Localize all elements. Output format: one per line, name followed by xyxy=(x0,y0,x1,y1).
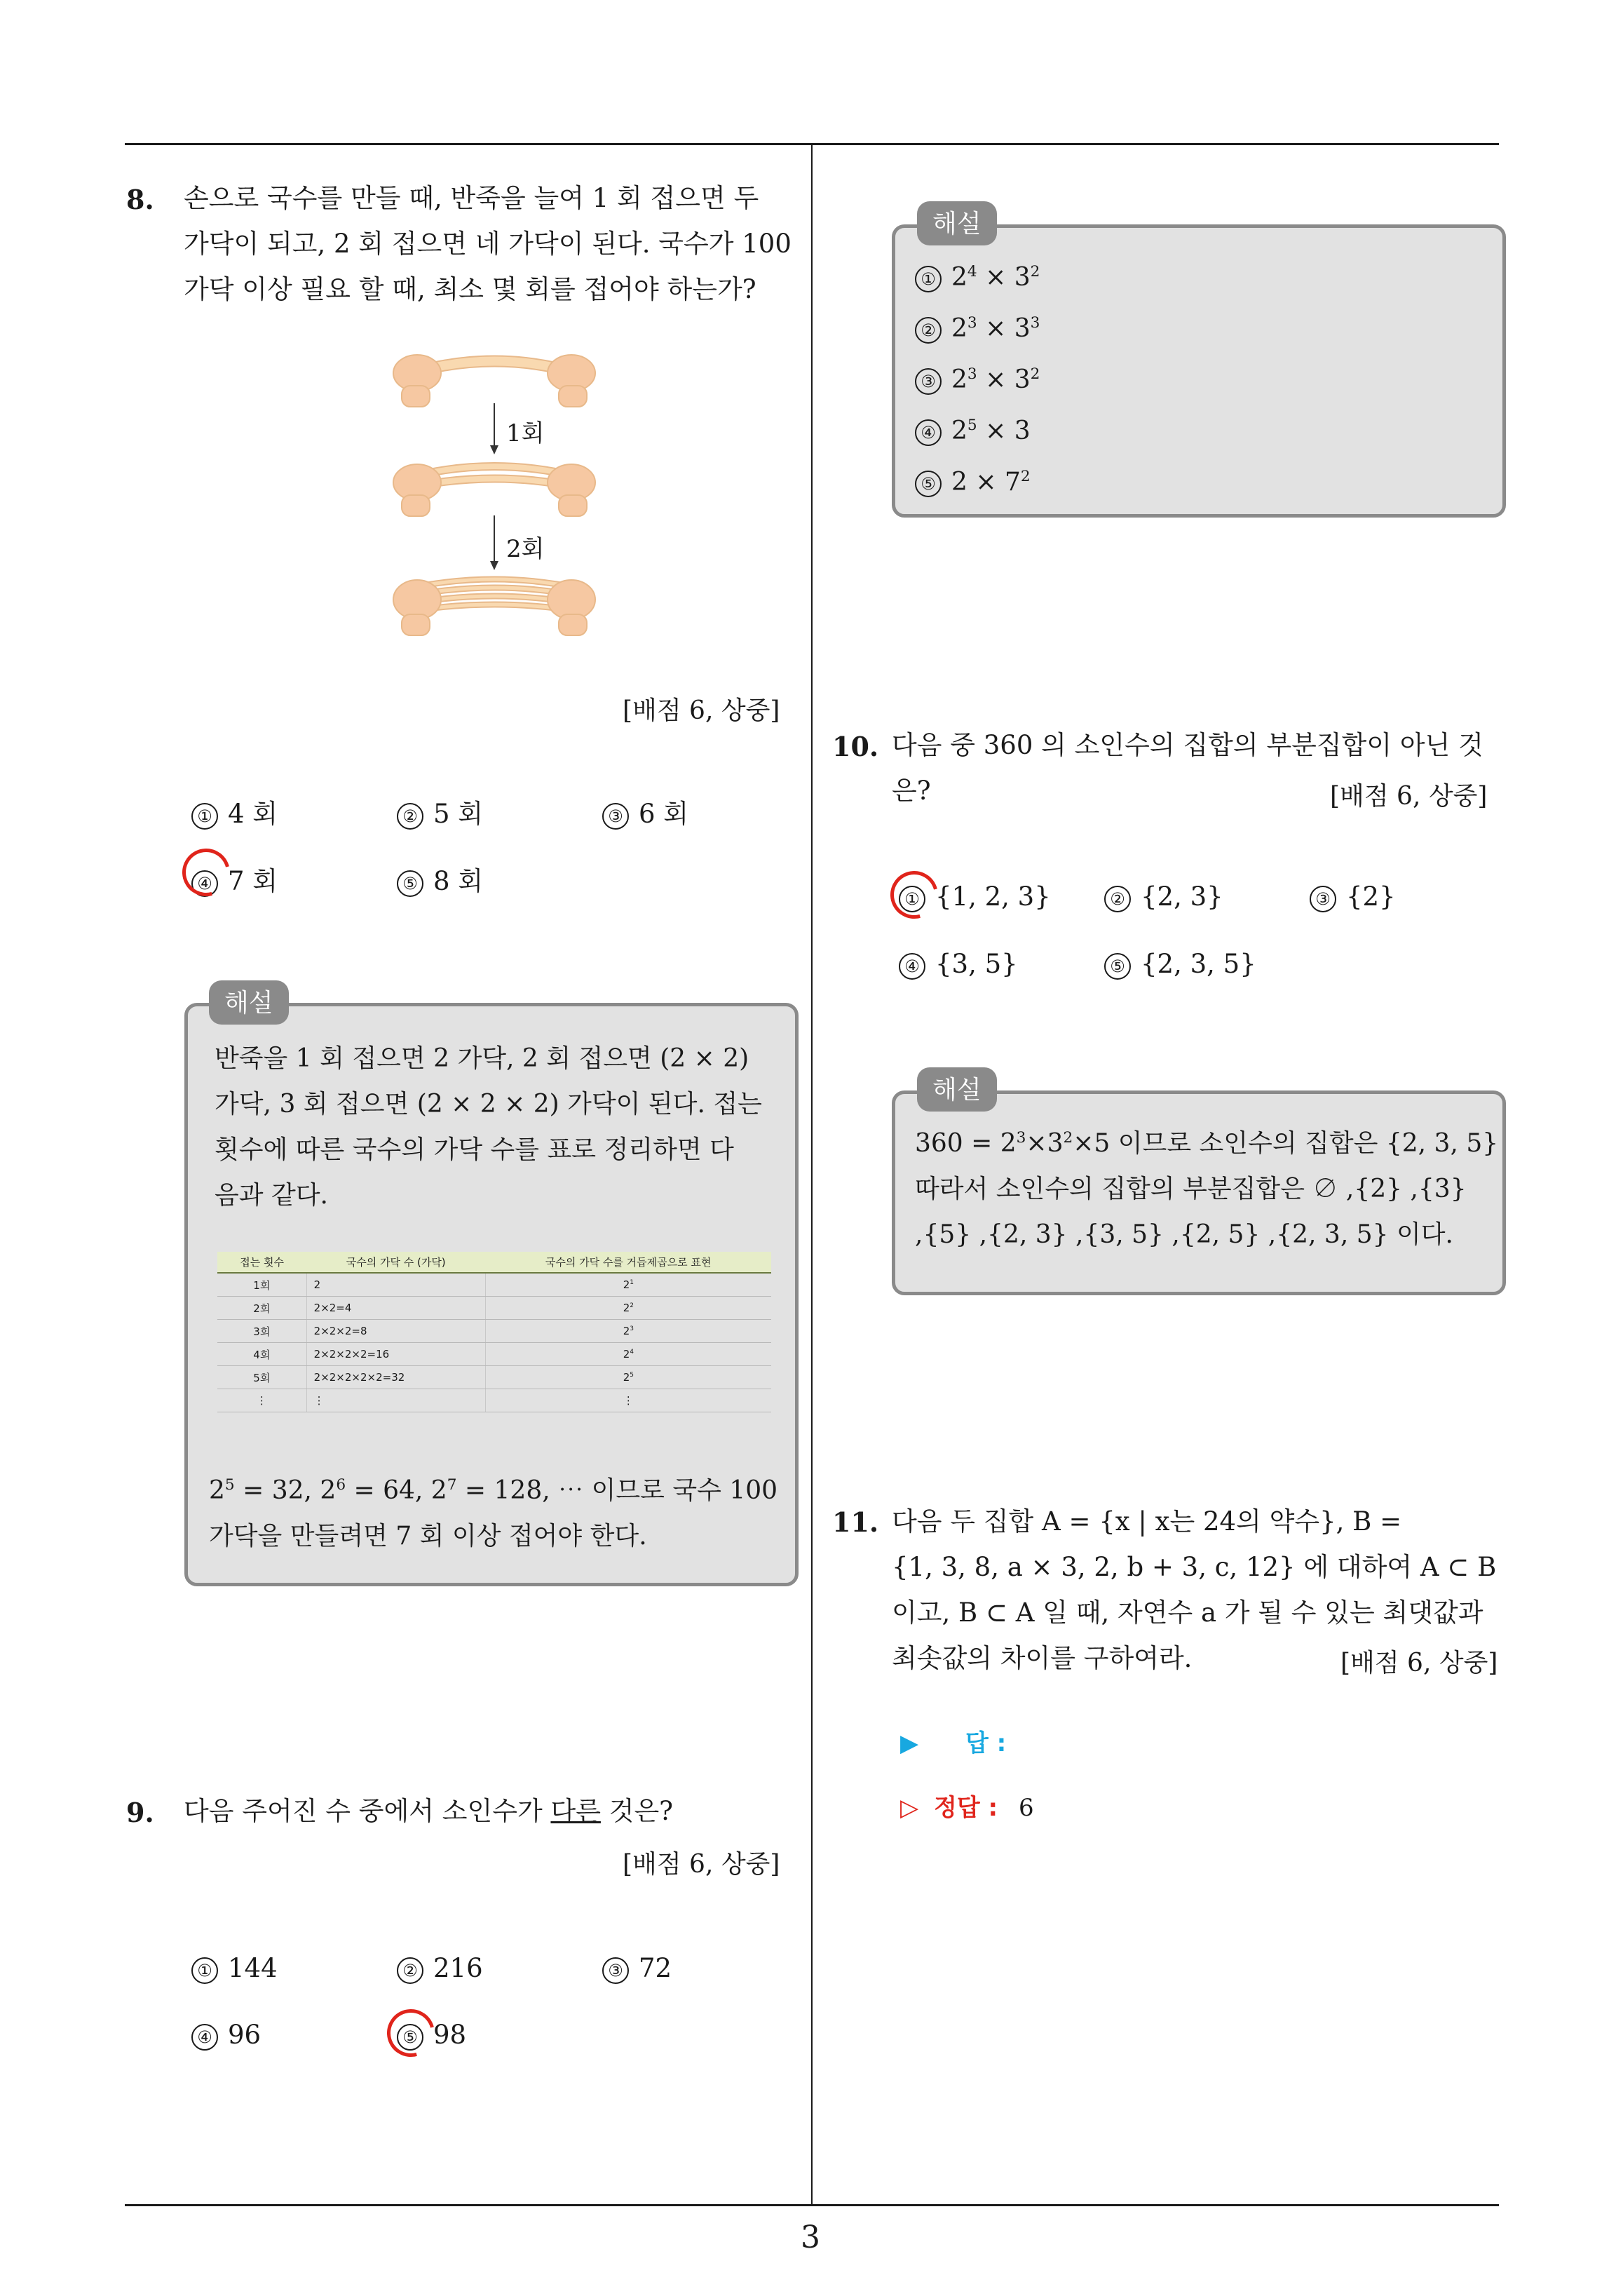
power-exponent: 4 xyxy=(630,1349,634,1356)
q9-choice-3[interactable] xyxy=(602,1953,672,1984)
q11-line: 다음 두 집합 A = {x | x는 24의 약수}, B = xyxy=(892,1506,1402,1537)
page-number: 3 xyxy=(801,2220,820,2255)
choice-text: {2, 3} xyxy=(1141,882,1223,912)
folding-table xyxy=(217,1252,771,1412)
q11-number: 11. xyxy=(832,1506,879,1538)
table-header: 국수의 가닥 수를 거듭제곱으로 표현 xyxy=(485,1252,771,1273)
choice-text: 144 xyxy=(228,1953,278,1983)
q8-explanation-text xyxy=(215,1036,762,1218)
explanation-line: 음과 같다. xyxy=(215,1181,328,1210)
choice-number: ⑤ xyxy=(397,870,423,897)
table-cell: 3회 xyxy=(217,1320,306,1343)
q9-explanation-box xyxy=(892,224,1506,518)
choice-number: ③ xyxy=(602,1957,629,1984)
explanation-line: 반죽을 1 회 접으면 2 가닥, 2 회 접으면 (2 × 2) xyxy=(215,1044,749,1073)
table-cell: 4회 xyxy=(217,1343,306,1366)
table-cell: ⋮ xyxy=(485,1389,771,1412)
q8-number: 8. xyxy=(126,184,154,215)
q10-choice-2[interactable] xyxy=(1104,882,1223,912)
q9-choice-4[interactable] xyxy=(191,2020,261,2051)
explanation-item: ④ $2^5 \times 3$ xyxy=(915,403,1040,454)
choice-text: {2, 3, 5} xyxy=(1141,949,1256,979)
q8-explanation-box xyxy=(184,1003,799,1586)
answer-row[interactable] xyxy=(900,1724,1006,1758)
choice-text: 8 회 xyxy=(433,866,484,896)
choice-text: 72 xyxy=(639,1953,672,1983)
explanation-item: ② $2^3 \times 3^3$ xyxy=(915,300,1040,351)
power-base: 2 xyxy=(623,1325,630,1337)
choice-text: 7 회 xyxy=(228,866,278,896)
q9-points: [배점 6, 상중] xyxy=(623,1850,780,1879)
answer-mark-circle xyxy=(882,863,947,928)
answer-mark-circle xyxy=(379,2001,444,2066)
correct-label: 정답 : xyxy=(934,1794,998,1822)
q11-line: 이고, B ⊂ A 일 때, 자연수 a 가 될 수 있는 최댓값과 xyxy=(892,1598,1483,1628)
table-cell: ⋮ xyxy=(217,1389,306,1412)
explanation-item: ① $2^4 \times 3^2$ xyxy=(915,249,1040,300)
q10-points: [배점 6, 상중] xyxy=(1330,782,1488,811)
choice-number: ① xyxy=(899,886,925,912)
choice-text: 98 xyxy=(433,2020,467,2050)
power-base: 2 xyxy=(623,1371,630,1384)
table-header: 접는 횟수 xyxy=(217,1252,306,1273)
q10-explanation-text xyxy=(915,1115,1498,1257)
q11-points: [배점 6, 상중] xyxy=(1340,1649,1498,1677)
q11-line: {1, 3, 8, a × 3, 2, b + 3, c, 12} 에 대하여 A ⊂ B xyxy=(892,1552,1497,1582)
power-base: 2 xyxy=(623,1278,630,1291)
outline-arrow-icon: ▷ xyxy=(900,1794,919,1822)
choice-number: ③ xyxy=(1310,886,1336,912)
explanation-line: 횟수에 따른 국수의 가닥 수를 표로 정리하면 다 xyxy=(215,1135,734,1164)
item-number: ⑤ xyxy=(915,471,942,497)
table-header: 국수의 가닥 수 (가닥) xyxy=(306,1252,485,1273)
q10-number: 10. xyxy=(832,731,879,762)
bottom-rule xyxy=(125,2204,1499,2206)
choice-text: 4 회 xyxy=(228,799,278,829)
explanation-line: 따라서 소인수의 집합의 부분집합은 ∅ ,{2} ,{3} xyxy=(915,1175,1467,1203)
table-cell: 2×2×2×2=16 xyxy=(306,1343,485,1366)
q10-line1: 다음 중 360 의 소인수의 집합의 부분집합이 아닌 것 xyxy=(892,730,1483,760)
q8-choice-2[interactable] xyxy=(397,792,483,830)
choice-number: ④ xyxy=(191,2024,218,2051)
explanation-item: ⑤ $2 \times 7^2$ xyxy=(915,454,1040,505)
q8-points: [배점 6, 상중] xyxy=(623,696,780,725)
table-cell xyxy=(485,1366,771,1389)
q8-explanation-tag: 해설 xyxy=(209,980,289,1025)
answer-label: 답 : xyxy=(965,1729,1007,1757)
table-cell: 5회 xyxy=(217,1366,306,1389)
power-exponent: 2 xyxy=(630,1302,634,1309)
table-cell xyxy=(485,1343,771,1366)
q10-explanation-tag: 해설 xyxy=(917,1067,997,1112)
explanation-line: $360 = 2^3\times 3^2\times 5$ 이므로 소인수의 집합은 {2, 3, 5} xyxy=(915,1129,1499,1158)
item-number: ④ xyxy=(915,419,942,446)
power-exponent: 1 xyxy=(630,1279,634,1286)
q8-choice-5[interactable] xyxy=(397,860,483,898)
choice-text: {3, 5} xyxy=(935,949,1018,979)
q9-choice-1[interactable] xyxy=(191,1953,278,1984)
q9-explanation-items xyxy=(915,249,1040,505)
noodle-folding-figure xyxy=(389,337,599,645)
table-row xyxy=(217,1366,771,1389)
q8-explanation-closing xyxy=(209,1462,777,1559)
q8-line: 손으로 국수를 만들 때, 반죽을 늘여 1 회 접으면 두 xyxy=(184,183,759,213)
choice-number: ① xyxy=(191,803,218,830)
q10-choice-5[interactable] xyxy=(1104,949,1256,980)
play-arrow-icon: ▶ xyxy=(900,1729,919,1757)
figure-label-2: 2회 xyxy=(506,535,545,563)
table-cell: 2회 xyxy=(217,1297,306,1320)
table-row xyxy=(217,1389,771,1412)
table-cell xyxy=(485,1297,771,1320)
item-number: ① xyxy=(915,266,942,292)
choice-text: 216 xyxy=(433,1953,483,1983)
choice-number: ⑤ xyxy=(397,2024,423,2051)
table-row xyxy=(217,1320,771,1343)
choice-number: ④ xyxy=(191,870,218,897)
table-cell: ⋮ xyxy=(306,1389,485,1412)
q8-line: 가닥 이상 필요 할 때, 최소 몇 회를 접어야 하는가? xyxy=(184,274,756,304)
figure-label-1: 1회 xyxy=(506,419,545,447)
q10-line2: 은? xyxy=(892,776,931,806)
choice-text: 6 회 xyxy=(639,799,689,829)
noodle-stage-2 xyxy=(393,463,595,516)
explanation-line: ,{5} ,{2, 3} ,{3, 5} ,{2, 5} ,{2, 3, 5} 이다. xyxy=(915,1220,1453,1249)
correct-value: 6 xyxy=(1018,1794,1034,1822)
q8-line: 가닥이 되고, 2 회 접으면 네 가닥이 된다. 국수가 100 xyxy=(184,229,792,259)
choice-text: {2} xyxy=(1346,882,1396,912)
q9-text-part: 다음 주어진 수 중에서 소인수가 xyxy=(184,1796,551,1826)
q8-choice-1[interactable] xyxy=(191,792,278,830)
q11-line: 최솟값의 차이를 구하여라. xyxy=(892,1643,1193,1673)
item-number: ② xyxy=(915,317,942,344)
q10-explanation-box xyxy=(892,1090,1506,1295)
choice-text: {1, 2, 3} xyxy=(935,882,1051,912)
choice-number: ④ xyxy=(899,953,925,980)
q10-choice-4[interactable] xyxy=(899,949,1018,980)
choice-number: ② xyxy=(1104,886,1131,912)
correct-answer-row xyxy=(900,1788,1034,1823)
choice-number: ⑤ xyxy=(1104,953,1131,980)
choice-text: 96 xyxy=(228,2020,262,2050)
explanation-line: $2^5 = 32$, $2^6 = 64$, $2^7 = 128$, ⋯ 이므로 국수 100 xyxy=(209,1476,778,1505)
column-divider xyxy=(811,145,813,2206)
item-number: ③ xyxy=(915,368,942,395)
q8-choice-3[interactable] xyxy=(602,792,688,830)
q10-choice-3[interactable] xyxy=(1310,882,1396,912)
noodle-stage-3 xyxy=(393,577,595,636)
explanation-line: 가닥을 만들려면 7 회 이상 접어야 한다. xyxy=(209,1522,647,1551)
explanation-item: ③ $2^3 \times 3^2$ xyxy=(915,351,1040,403)
q9-explanation-tag: 해설 xyxy=(917,201,997,245)
explanation-tail: ⋯ 이므로 국수 100 xyxy=(558,1476,778,1505)
table-row xyxy=(217,1273,771,1297)
q9-text-underlined: 다른 xyxy=(550,1796,601,1826)
explanation-line: 가닥, 3 회 접으면 (2 × 2 × 2) 가닥이 된다. 접는 xyxy=(215,1090,762,1119)
q9-text xyxy=(184,1788,673,1834)
choice-text: 5 회 xyxy=(433,799,484,829)
folding-table-wrapper xyxy=(217,1252,771,1412)
power-base: 2 xyxy=(623,1302,630,1314)
table-row xyxy=(217,1343,771,1366)
power-exponent: 5 xyxy=(630,1372,634,1379)
choice-number: ② xyxy=(397,1957,423,1984)
power-exponent: 3 xyxy=(630,1325,634,1332)
table-cell: 1회 xyxy=(217,1273,306,1297)
table-cell: 2 xyxy=(306,1273,485,1297)
choice-number: ① xyxy=(191,1957,218,1984)
q9-text-part: 것은? xyxy=(600,1796,674,1826)
q9-choice-2[interactable] xyxy=(397,1953,483,1984)
choice-number: ③ xyxy=(602,803,629,830)
table-row xyxy=(217,1297,771,1320)
noodle-stage-1 xyxy=(393,355,595,407)
q8-text xyxy=(184,175,792,312)
table-cell: 2×2×2=8 xyxy=(306,1320,485,1343)
table-cell: 2×2=4 xyxy=(306,1297,485,1320)
table-cell xyxy=(485,1273,771,1297)
choice-number: ② xyxy=(397,803,423,830)
q9-number: 9. xyxy=(126,1797,154,1828)
power-base: 2 xyxy=(623,1348,630,1360)
table-cell xyxy=(485,1320,771,1343)
explanation-tail: ×5 이므로 소인수의 집합은 {2, 3, 5} xyxy=(1073,1129,1499,1158)
table-cell: 2×2×2×2×2=32 xyxy=(306,1366,485,1389)
